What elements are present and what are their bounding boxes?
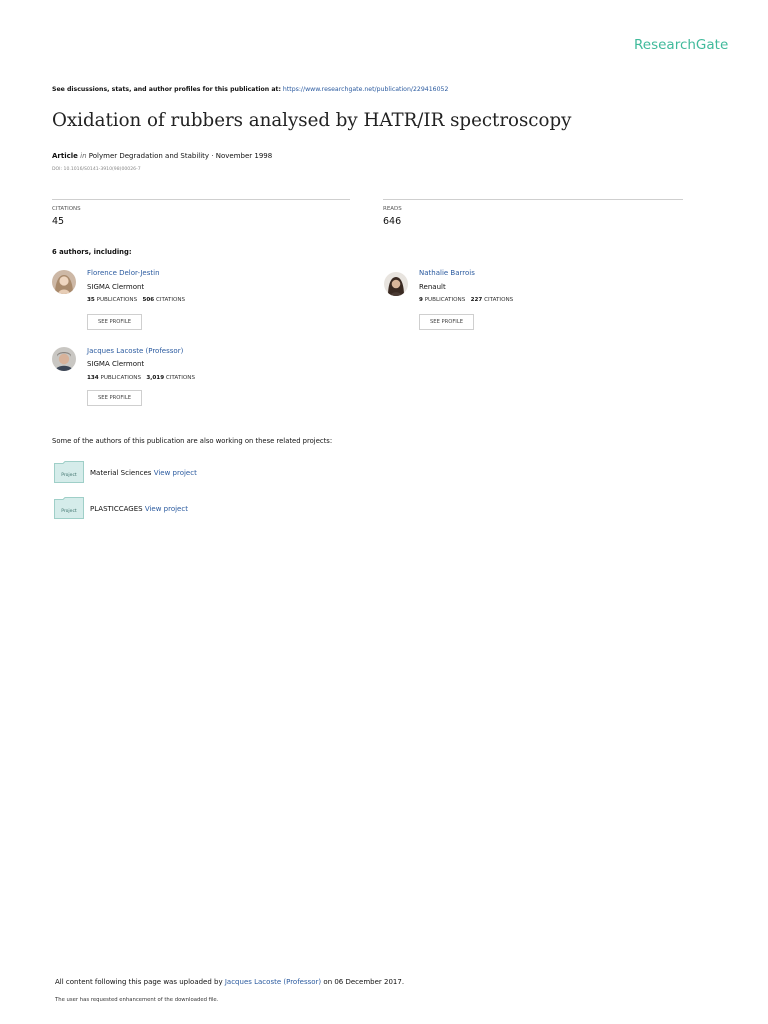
author-photo-icon <box>52 347 76 371</box>
avatar[interactable] <box>52 347 76 371</box>
author-stats <box>419 297 513 303</box>
in-word: in <box>80 152 87 160</box>
intro-line <box>52 86 448 93</box>
author-citations-label: CITATIONS <box>155 297 186 303</box>
author-citations-count: 3,019 <box>146 375 165 381</box>
citations-label: CITATIONS <box>52 206 81 212</box>
upload-suffix: on 06 December 2017. <box>323 978 405 986</box>
project-name: PLASTICCAGES <box>90 505 143 513</box>
author-publications-label: PUBLICATIONS <box>424 297 466 303</box>
author-photo-icon <box>384 272 408 296</box>
project-icon-label: Project <box>61 473 77 478</box>
author-publications-count: 35 <box>87 297 95 303</box>
see-profile-button[interactable]: SEE PROFILE <box>419 314 474 330</box>
upload-prefix: All content following this page was uploaded by <box>55 978 223 986</box>
see-profile-button[interactable]: SEE PROFILE <box>87 314 142 330</box>
author-citations-label: CITATIONS <box>484 297 514 303</box>
view-project-link[interactable]: View project <box>153 469 197 477</box>
author-photo-icon <box>52 270 76 294</box>
avatar[interactable] <box>52 270 76 294</box>
author-citations-count: 506 <box>142 297 155 303</box>
author-publications-label: PUBLICATIONS <box>100 375 142 381</box>
author-citations-count: 227 <box>470 297 483 303</box>
author-name-link[interactable]: Florence Delor-Jestin <box>87 269 160 277</box>
authors-heading: 6 authors, including: <box>52 248 132 256</box>
doi: DOI: 10.1016/S0141-3910(98)00026-7 <box>52 167 141 172</box>
journal-date: Polymer Degradation and Stability · November 1998 <box>88 152 273 160</box>
publication-url-link[interactable]: https://www.researchgate.net/publication/229416052 <box>282 86 449 93</box>
author-citations-label: CITATIONS <box>165 375 196 381</box>
author-institution: Renault <box>419 283 446 291</box>
author-institution: SIGMA Clermont <box>87 360 145 368</box>
author-name-link[interactable]: Jacques Lacoste (Professor) <box>87 347 184 355</box>
projects-heading: Some of the authors of this publication are also working on these related projects: <box>52 437 333 445</box>
avatar[interactable] <box>384 272 408 296</box>
project-icon-label: Project <box>61 509 77 514</box>
see-profile-button[interactable]: SEE PROFILE <box>87 390 142 406</box>
upload-notice <box>55 978 404 986</box>
view-project-link[interactable]: View project <box>144 505 188 513</box>
project-icon[interactable] <box>54 461 84 483</box>
uploader-link[interactable]: Jacques Lacoste (Professor) <box>224 978 322 986</box>
reads-label: READS <box>383 206 402 212</box>
author-stats <box>87 375 195 381</box>
author-stats <box>87 297 185 303</box>
researchgate-logo[interactable]: ResearchGate <box>634 37 729 53</box>
publication-meta <box>52 152 272 160</box>
citations-value: 45 <box>52 216 65 227</box>
citations-divider <box>52 199 350 200</box>
author-institution: SIGMA Clermont <box>87 283 145 291</box>
project-name: Material Sciences <box>90 469 152 477</box>
project-item <box>90 469 197 477</box>
publication-title: Oxidation of rubbers analysed by HATR/IR spectroscopy <box>52 110 572 131</box>
author-publications-count: 9 <box>419 297 423 303</box>
author-publications-label: PUBLICATIONS <box>96 297 138 303</box>
project-icon[interactable] <box>54 497 84 519</box>
project-item <box>90 505 188 513</box>
enhancement-note: The user has requested enhancement of the downloaded file. <box>55 997 219 1003</box>
intro-label: See discussions, stats, and author profiles for this publication at: <box>52 86 281 93</box>
author-name-link[interactable]: Nathalie Barrois <box>419 269 475 277</box>
author-publications-count: 134 <box>87 375 99 381</box>
reads-value: 646 <box>383 216 402 227</box>
publication-type: Article <box>52 152 78 160</box>
reads-divider <box>383 199 683 200</box>
